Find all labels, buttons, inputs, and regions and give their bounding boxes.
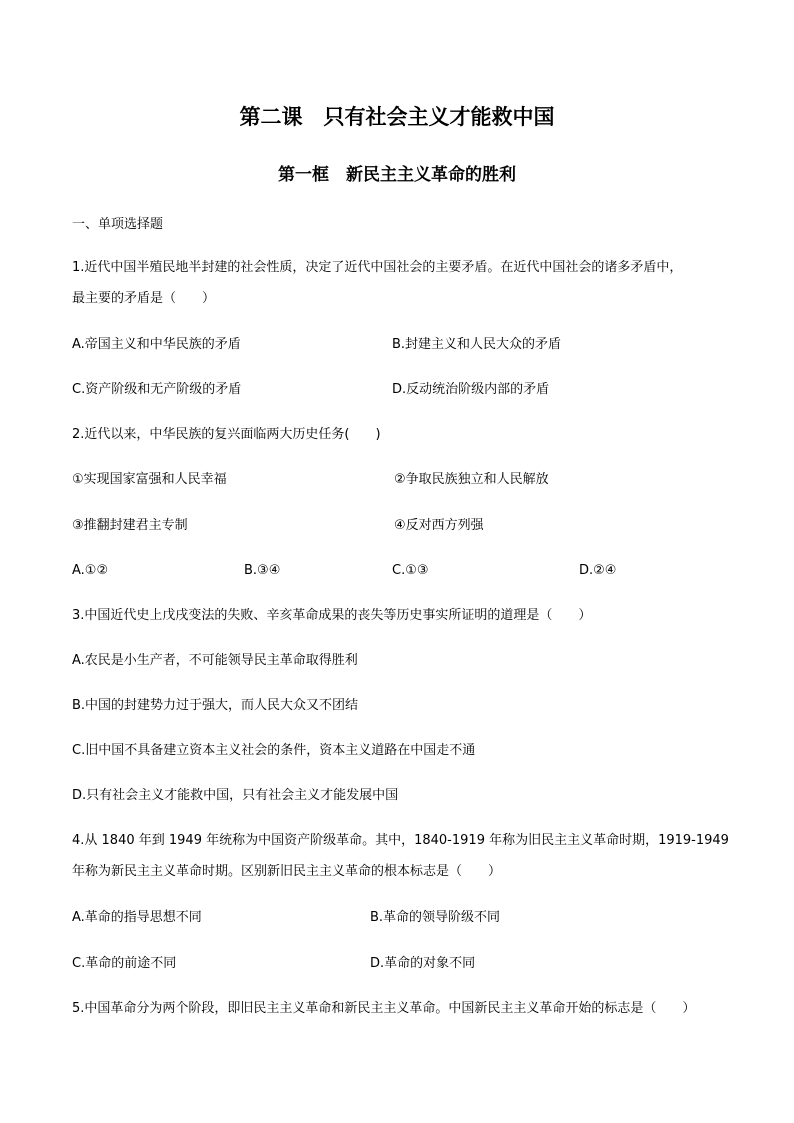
q1-option-c: C.资产阶级和无产阶级的矛盾 xyxy=(72,382,242,397)
q2-option-c: C.①③ xyxy=(392,563,429,578)
q1-option-a: A.帝国主义和中华民族的矛盾 xyxy=(72,337,241,352)
q2-item-3: ③推翻封建君主专制 xyxy=(72,518,188,533)
q1-option-d: D.反动统治阶级内部的矛盾 xyxy=(392,382,550,397)
q2-option-a: A.①② xyxy=(72,563,109,578)
q3-option-c: C.旧中国不具备建立资本主义社会的条件，资本主义道路在中国走不通 xyxy=(72,743,476,758)
q1-stem-line2: 最主要的矛盾是（ ） xyxy=(72,291,216,306)
lesson-title: 第二课 只有社会主义才能救中国 xyxy=(239,105,555,129)
q4-option-b: B.革命的领导阶级不同 xyxy=(370,910,501,925)
q2-option-d: D.②④ xyxy=(579,563,617,578)
q4-option-d: D.革命的对象不同 xyxy=(370,956,476,971)
q4-stem-line1: 4.从 1840 年到 1949 年统称为中国资产阶级革命。其中，1840-1919 年称为旧民主主义革命时期，1919-1949 xyxy=(72,833,729,848)
q3-stem: 3.中国近代史上戊戌变法的失败、辛亥革命成果的丧失等历史事实所证明的道理是（ ） xyxy=(72,608,592,623)
q2-option-b: B.③④ xyxy=(244,563,281,578)
q4-option-c: C.革命的前途不同 xyxy=(72,956,177,971)
section-subtitle: 第一框 新民主主义革命的胜利 xyxy=(278,165,516,185)
section-heading: 一、单项选择题 xyxy=(72,217,164,232)
q1-option-b: B.封建主义和人民大众的矛盾 xyxy=(392,337,562,352)
q5-stem: 5.中国革命分为两个阶段，即旧民主主义革命和新民主主义革命。中国新民主主义革命开始的标志是（ ） xyxy=(72,1001,696,1016)
q3-option-b: B.中国的封建势力过于强大，而人民大众又不团结 xyxy=(72,698,359,713)
q2-stem: 2.近代以来，中华民族的复兴面临两大历史任务( ) xyxy=(72,427,381,442)
q2-item-2: ②争取民族独立和人民解放 xyxy=(394,472,549,487)
q4-stem-line2: 年称为新民主主义革命时期。区别新旧民主主义革命的根本标志是（ ） xyxy=(72,864,502,879)
q3-option-d: D.只有社会主义才能救中国，只有社会主义才能发展中国 xyxy=(72,788,399,803)
q1-stem-line1: 1.近代中国半殖民地半封建的社会性质，决定了近代中国社会的主要矛盾。在近代中国社会的诸多矛盾中， xyxy=(72,260,683,275)
q3-option-a: A.农民是小生产者，不可能领导民主革命取得胜利 xyxy=(72,653,358,668)
q2-item-4: ④反对西方列强 xyxy=(394,518,484,533)
q2-item-1: ①实现国家富强和人民幸福 xyxy=(72,472,227,487)
q4-option-a: A.革命的指导思想不同 xyxy=(72,910,202,925)
